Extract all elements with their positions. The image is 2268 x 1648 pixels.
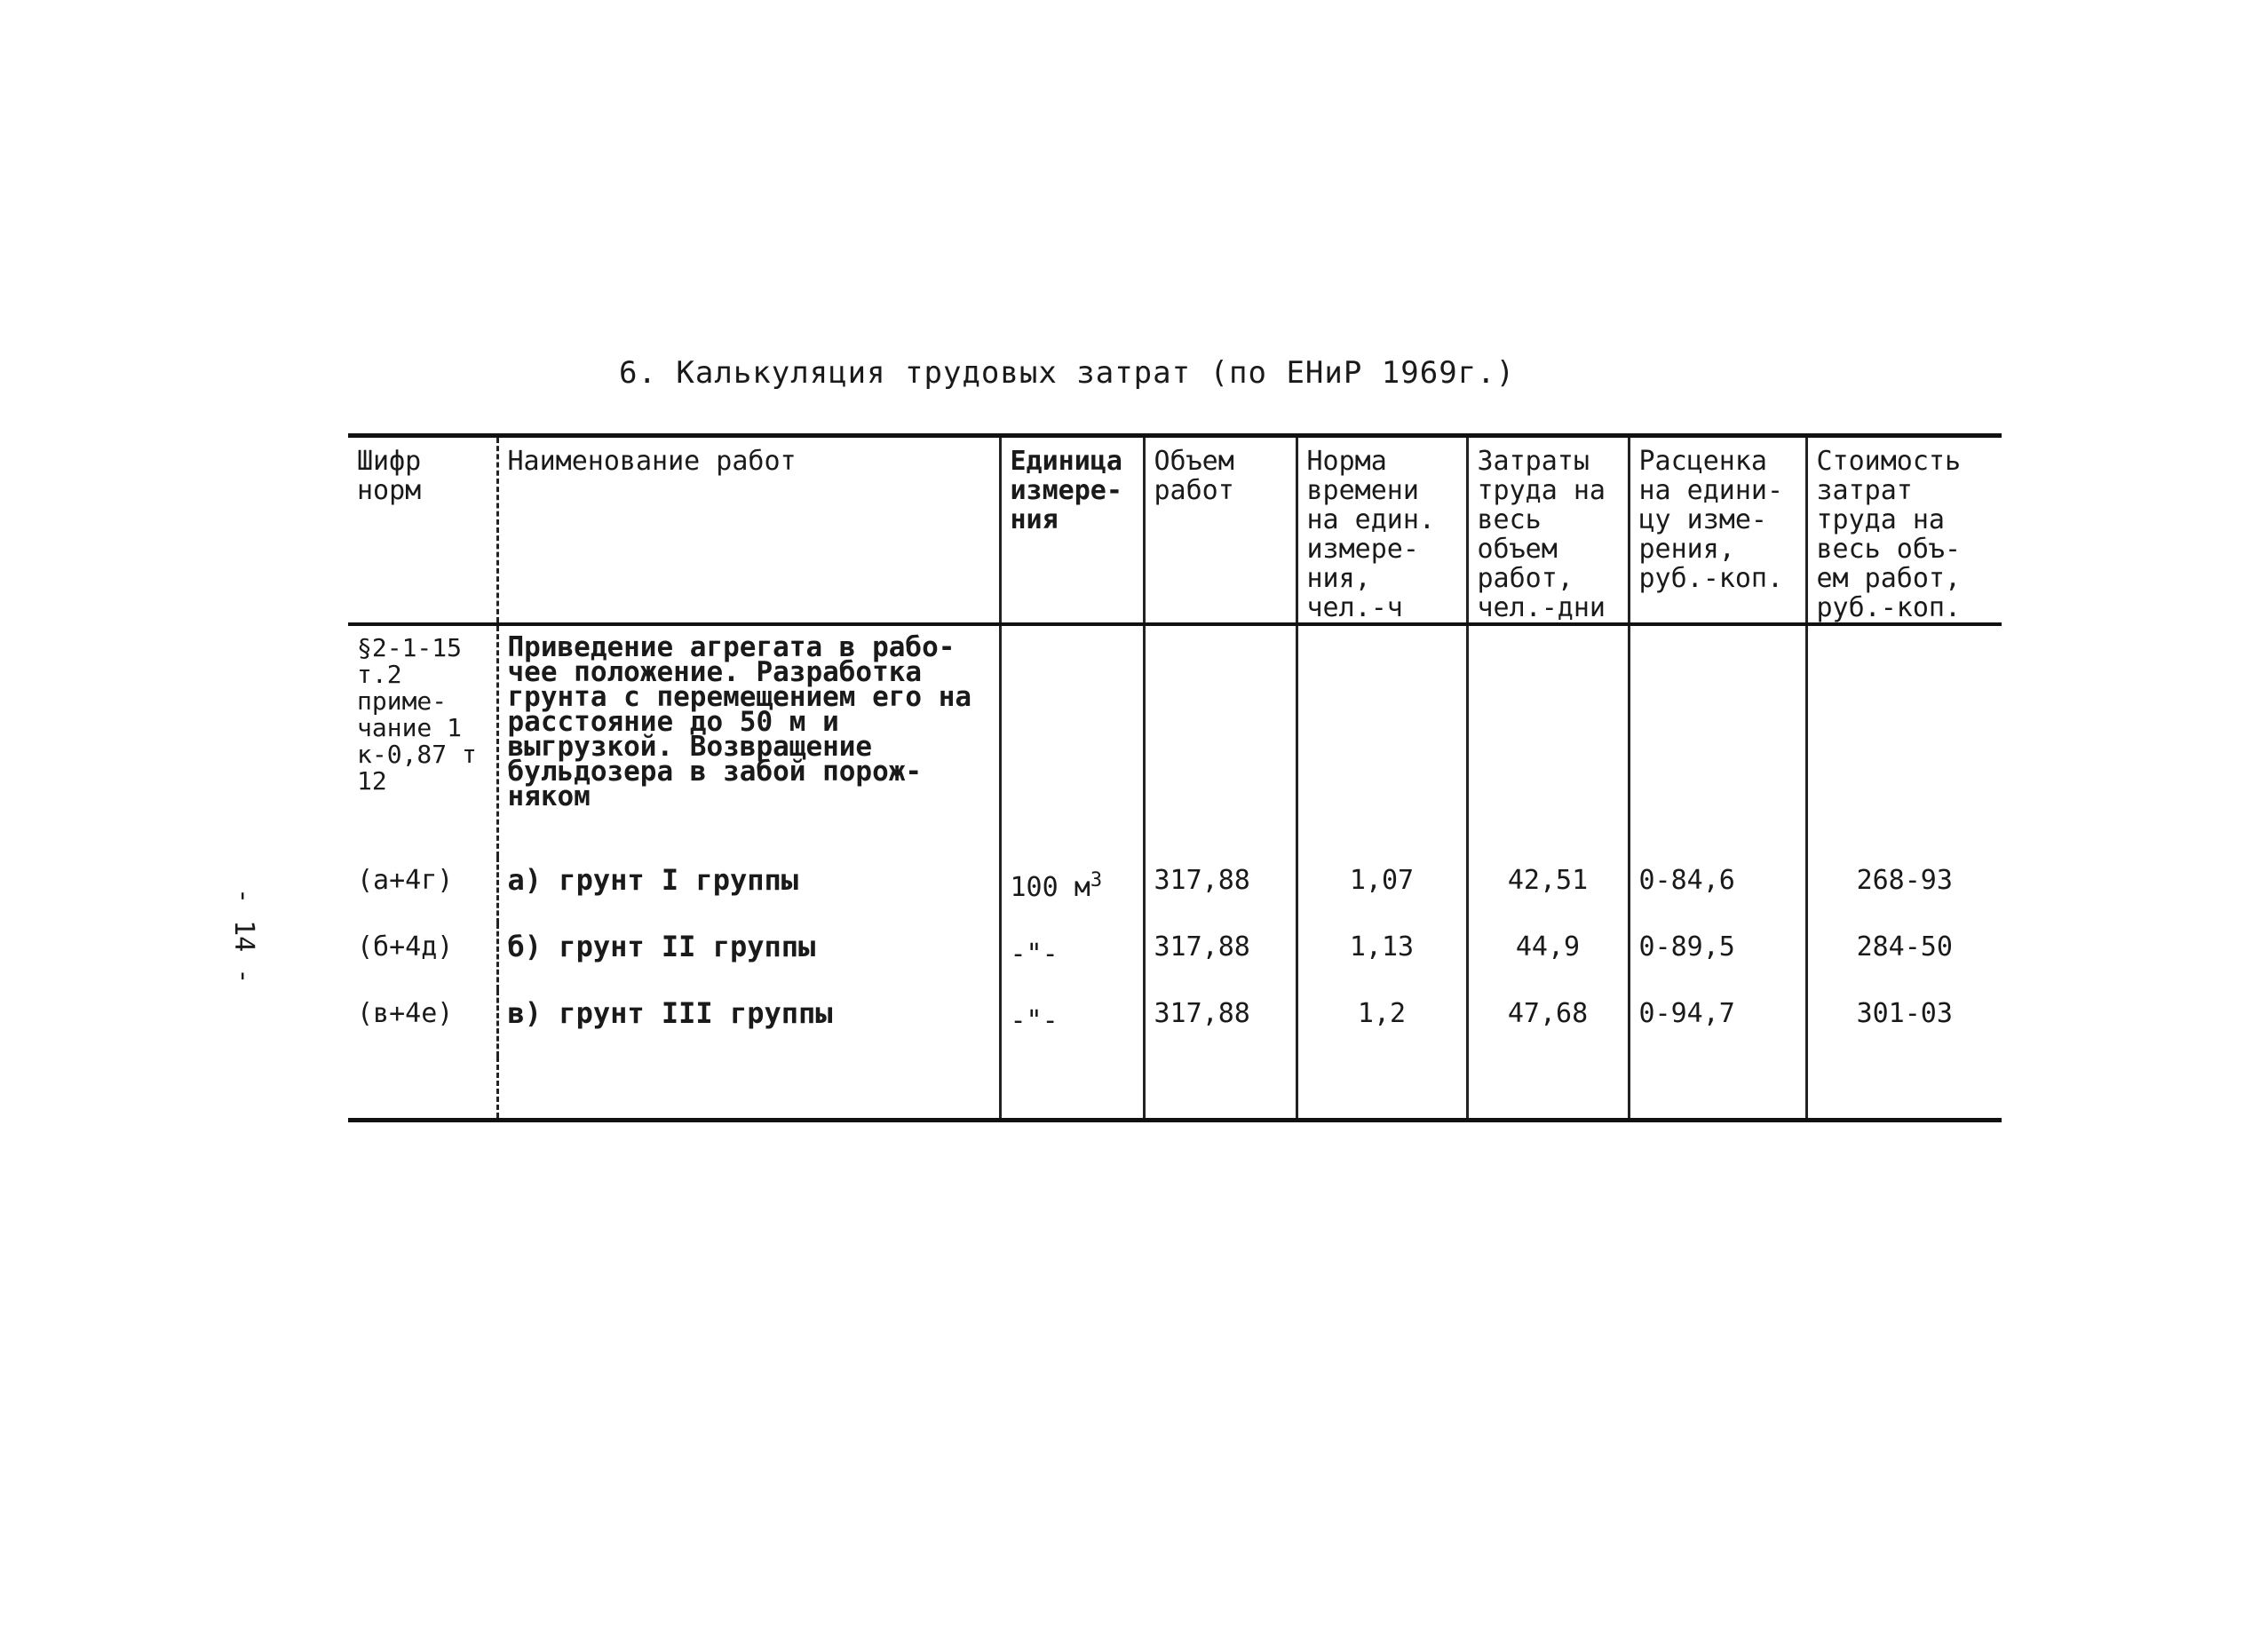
- row-labor: 44,9: [1467, 923, 1629, 990]
- row-labor: 42,51: [1467, 857, 1629, 923]
- page-number: - 14 -: [228, 888, 259, 985]
- norm-code-cell: §2-1-15 т.2 приме-чание 1 к-0,87 т 12: [357, 633, 477, 796]
- row-cost: 284-50: [1806, 923, 2002, 990]
- header-unit: Единица измере-ния: [1000, 436, 1144, 625]
- row-unit-text: -"-: [1010, 939, 1059, 970]
- header-cost: Стоимость затрат труда на весь объ-ем работ, руб.-коп.: [1806, 436, 2002, 625]
- row-norm: 1,2: [1297, 990, 1467, 1057]
- row-cost: 301-03: [1806, 990, 2002, 1057]
- table-row: [348, 923, 2002, 990]
- row-unit: [1000, 857, 1144, 923]
- row-rate: 0-84,6: [1629, 857, 1806, 923]
- work-description-cell: Приведение агрегата в рабо-чее положение. Разработка грунта с перемещением его на расстояние до 50 м и выгрузкой. Возвращение бульдозера в забой порож-няком: [497, 624, 1000, 857]
- row-name: а) грунт I группы: [497, 857, 1000, 923]
- row-volume: 317,88: [1144, 990, 1297, 1057]
- row-code: (б+4д): [357, 931, 454, 963]
- table-row: [348, 857, 2002, 923]
- row-code: (в+4е): [357, 998, 454, 1029]
- row-unit-sup: 3: [1090, 869, 1103, 891]
- row-unit-text: -"-: [1010, 1005, 1059, 1036]
- row-unit-text: 100 м: [1010, 872, 1090, 903]
- row-norm: 1,07: [1297, 857, 1467, 923]
- header-rate: Расценка на едини-цу изме-рения, руб.-коп.: [1629, 436, 1806, 625]
- row-unit: [1000, 990, 1144, 1057]
- row-volume: 317,88: [1144, 923, 1297, 990]
- description-row: [348, 624, 2002, 857]
- table-spacer-row: [348, 1057, 2002, 1121]
- row-rate: 0-94,7: [1629, 990, 1806, 1057]
- row-volume: 317,88: [1144, 857, 1297, 923]
- header-name: Наименование работ: [497, 436, 1000, 625]
- row-name: б) грунт II группы: [497, 923, 1000, 990]
- table-header-row: [348, 436, 2002, 625]
- page-title: 6. Калькуляция трудовых затрат (по ЕНиР 1969г.): [619, 355, 1516, 391]
- table-row: [348, 990, 2002, 1057]
- header-code: Шифр норм: [348, 436, 497, 625]
- row-unit: [1000, 923, 1144, 990]
- header-labor: Затраты труда на весь объем работ, чел.-дни: [1467, 436, 1629, 625]
- row-name: в) грунт III группы: [497, 990, 1000, 1057]
- header-norm: Норма времени на един. измере-ния, чел.-ч: [1297, 436, 1467, 625]
- labor-cost-table: [348, 433, 2002, 1122]
- row-norm: 1,13: [1297, 923, 1467, 990]
- header-volume: Объем работ: [1144, 436, 1297, 625]
- row-rate: 0-89,5: [1629, 923, 1806, 990]
- row-code: (а+4г): [357, 865, 454, 896]
- row-labor: 47,68: [1467, 990, 1629, 1057]
- row-cost: 268-93: [1806, 857, 2002, 923]
